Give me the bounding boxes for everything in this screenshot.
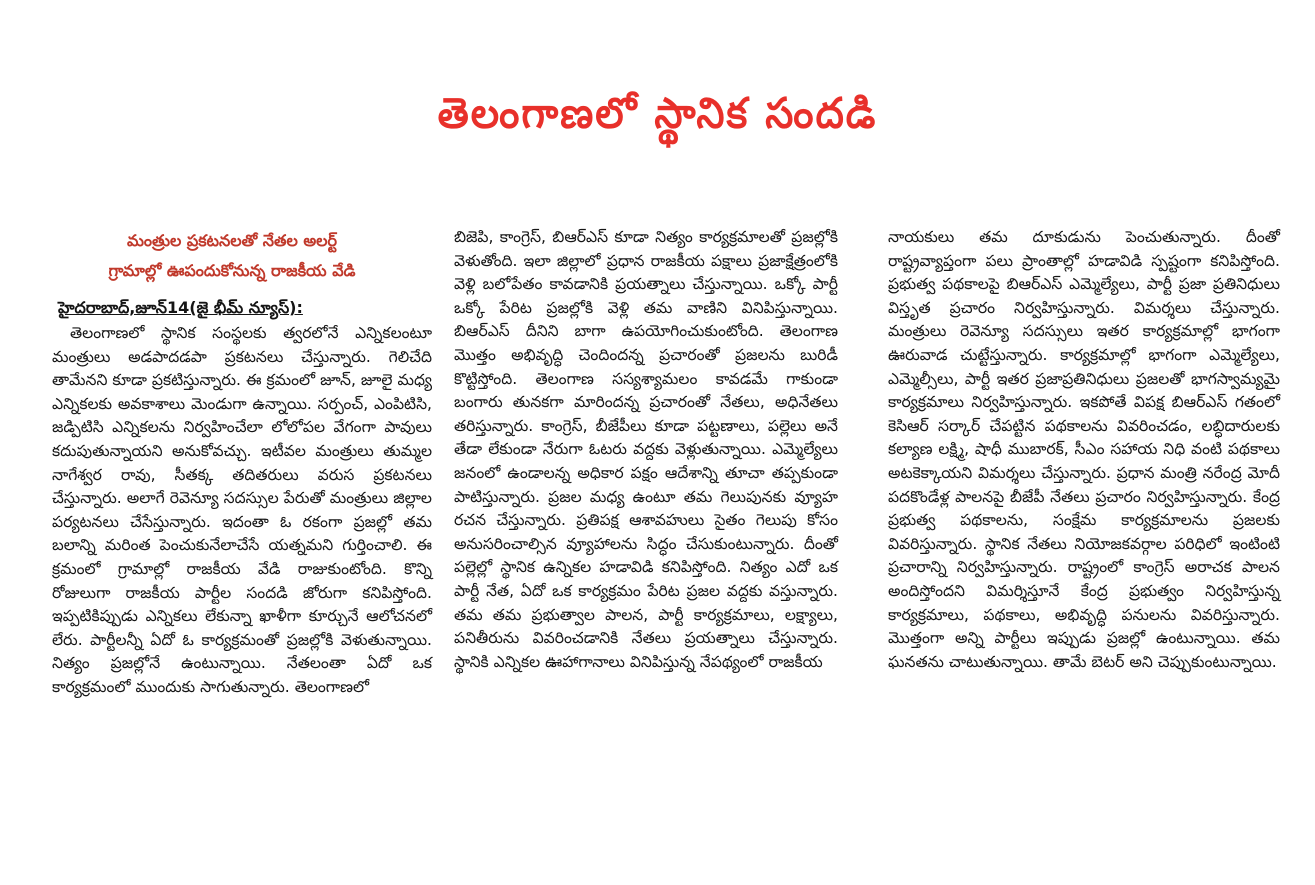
column-3 [888, 226, 1280, 674]
subheading-line-1: మంత్రుల ప్రకటనలతో నేతల అలర్ట్ [126, 231, 337, 250]
column-1-text [52, 322, 432, 700]
column-2-text [454, 226, 838, 674]
article-body [52, 226, 1292, 881]
column-3-paragraph: నాయకులు తమ దూకుడును పెంచుతున్నారు. దీంతో రాష్ట్రవ్యాప్తంగా పలు ప్రాంతాల్లో హడావిడి స్పష్టంగా కనిపిస్తోంది. ప్రభుత్వ పథకాలపై బిఆర్ఎస్ ఎమ్మెల్యేలు, పార్టీ ప్రజా ప్రతినిధులు విస్తృత ప్రచారం నిర్వహిస్తున్నారు. విమర్శలు చేస్తున్నారు. మంత్రులు రెవెన్యూ సదస్సులు ఇతర కార్యక్రమాల్లో భాగంగా ఊరువాడ చుట్టేస్తున్నారు. కార్యక్రమాల్లో భాగంగా ఎమ్మెల్యేలు, ఎమ్మెల్సీలు, పార్టీ ఇతర ప్రజాప్రతినిధులు ప్రజలతో భాగస్వామ్యమై కార్యక్రమాలు నిర్వహిస్తున్నారు. ఇకపోతే విపక్ష బిఆర్ఎస్ గతంలో కెసిఆర్ సర్కార్ చేపట్టిన పథకాలను వివరించడం, లబ్ధిదారులకు కల్యాణ లక్ష్మి, షాధీ ముబారక్, సీఎం సహాయ నిధి వంటి పథకాలు అటకెక్కాయని విమర్శలు చేస్తున్నారు. ప్రధాన మంత్రి నరేంద్ర మోదీ పదకొండేళ్ల పాలనపై బీజేపీ నేతలు ప్రచారం నిర్వహిస్తున్నారు. కేంద్ర ప్రభుత్వ పథకాలను, సంక్షేమ కార్యక్రమాలను ప్రజలకు వివరిస్తున్నారు. స్థానిక నేతలు నియోజకవర్గాల పరిధిలో ఇంటింటి ప్రచారాన్ని నిర్వహిస్తున్నారు. రాష్ట్రంలో కాంగ్రెస్ అరాచక పాలన అందిస్తోందని విమర్శిస్తూనే కేంద్ర ప్రభుత్వం నిర్వహిస్తున్న కార్యక్రమాలు, పథకాలు, అభివృద్ధి పనులను వివరిస్తున్నారు. మొత్తంగా అన్ని పార్టీలు ఇప్పుడు ప్రజల్లో ఉంటున్నాయి. తమ ఘనతను చాటుతున్నాయి. తామే బెటర్ అని చెప్పుకుంటున్నాయి. [888, 228, 1280, 671]
dateline: హైదరాబాద్,జూన్14(జై భీమ్ న్యూస్): [58, 298, 303, 317]
column-1-paragraph: తెలంగాణలో స్థానిక సంస్థలకు త్వరలోనే ఎన్నికలంటూ మంత్రులు అడపాదడపా ప్రకటనలు చేస్తున్నారు. గెలిచేది తామేనని కూడా ప్రకటిస్తున్నారు. ఈ క్రమంలో జూన్, జూలై మధ్య ఎన్నికలకు అవకాశాలు మెండుగా ఉన్నాయి. సర్పంచ్, ఎంపిటిసి, జడ్పిటిసి ఎన్నికలను నిర్వహించేలా లోలోపల వేగంగా పావులు కదుపుతున్నాయని అనుకోవచ్చు. ఇటీవల మంత్రులు తుమ్మల నాగేశ్వర రావు, సీతక్క తదితరులు వరుస ప్రకటనలు చేస్తున్నారు. అలాగే రెవెన్యూ సదస్సుల పేరుతో మంత్రులు జిల్లాల పర్యటనలు చేసేస్తున్నారు. ఇదంతా ఓ రకంగా ప్రజల్లో తమ బలాన్ని మరింత పెంచుకునేలాచేసే యత్నమని గుర్తించాలి. ఈ క్రమంలో గ్రామాల్లో రాజకీయ వేడి రాజుకుంటోంది. కొన్ని రోజులుగా రాజకీయ పార్టీల సందడి జోరుగా కనిపిస్తోంది. ఇప్పటికిప్పుడు ఎన్నికలు లేకున్నా ఖాళీగా కూర్చునే ఆలోచనలో లేరు. పార్టీలన్నీ ఏదో ఓ కార్యక్రమంతో ప్రజల్లోకి వెళుతున్నాయి. నిత్యం ప్రజల్లోనే ఉంటున్నాయి. నేతలంతా ఏదో ఒక కార్యక్రమంలో ముందుకు సాగుతున్నారు. తెలంగాణలో [52, 324, 432, 696]
subheading [52, 226, 412, 286]
subheading-line-2: గ్రామాల్లో ఊపందుకోనున్న రాజకీయ వేడి [108, 261, 356, 280]
headline: తెలంగాణలో స్థానిక సందడి [437, 89, 878, 138]
column-1 [52, 226, 432, 700]
column-2-paragraph: బిజెపి, కాంగ్రెస్, బిఆర్ఎస్ కూడా నిత్యం కార్యక్రమాలతో ప్రజల్లోకి వెళుతోంది. ఇలా జిల్లాలో ప్రధాన రాజకీయ పక్షాలు ప్రజాక్షేత్రంలోకి వెళ్లి బలోపేతం కావడానికి ప్రయత్నాలు చేస్తున్నాయి. ఒక్కో పార్టీ ఒక్కో పేరిట ప్రజల్లోకి వెళ్లి తమ వాణిని వినిపిస్తున్నాయి. బిఆర్ఎస్ దీనిని బాగా ఉపయోగించుకుంటోంది. తెలంగాణ మొత్తం అభివృద్ధి చెందిందన్న ప్రచారంతో ప్రజలను బురిడీ కొట్టిస్తోంది. తెలంగాణ సస్యశ్యామలం కావడమే గాకుండా బంగారు తునకగా మారిందన్న ప్రచారంతో నేతలు, అధినేతలు తరిస్తున్నారు. కాంగ్రెస్, బీజేపీలు కూడా పట్టణాలు, పల్లెలు అనే తేడా లేకుండా నేరుగా ఓటరు వద్దకు వెళ్లుతున్నాయి. ఎమ్మెల్యేలు జనంలో ఉండాలన్న అధికార పక్షం ఆదేశాన్ని తూచా తప్పకుండా పాటిస్తున్నారు. ప్రజల మధ్య ఉంటూ తమ గెలుపునకు వ్యూహ రచన చేస్తున్నారు. ప్రతిపక్ష ఆశావహులు సైతం గెలుపు కోసం అనుసరించాల్సిన వ్యూహాలను సిద్ధం చేసుకుంటున్నారు. దీంతో పల్లెల్లో స్థానిక ఉన్నికల హడావిడి కనిపిస్తోంది. నిత్యం ఎదో ఒక పార్టీ నేత, ఏదో ఒక కార్యక్రమం పేరిట ప్రజల వద్దకు వస్తున్నారు. తమ తమ ప్రభుత్వాల పాలన, పార్టీ కార్యక్రమాలు, లక్ష్యాలు, పనితీరును వివరించడానికి నేతలు ప్రయత్నాలు చేస్తున్నారు. స్థానికి ఎన్నికల ఊహాగానాలు వినిపిస్తున్న నేపథ్యంలో రాజకీయ [454, 228, 838, 671]
column-3-text [888, 226, 1280, 674]
column-2 [454, 226, 838, 674]
